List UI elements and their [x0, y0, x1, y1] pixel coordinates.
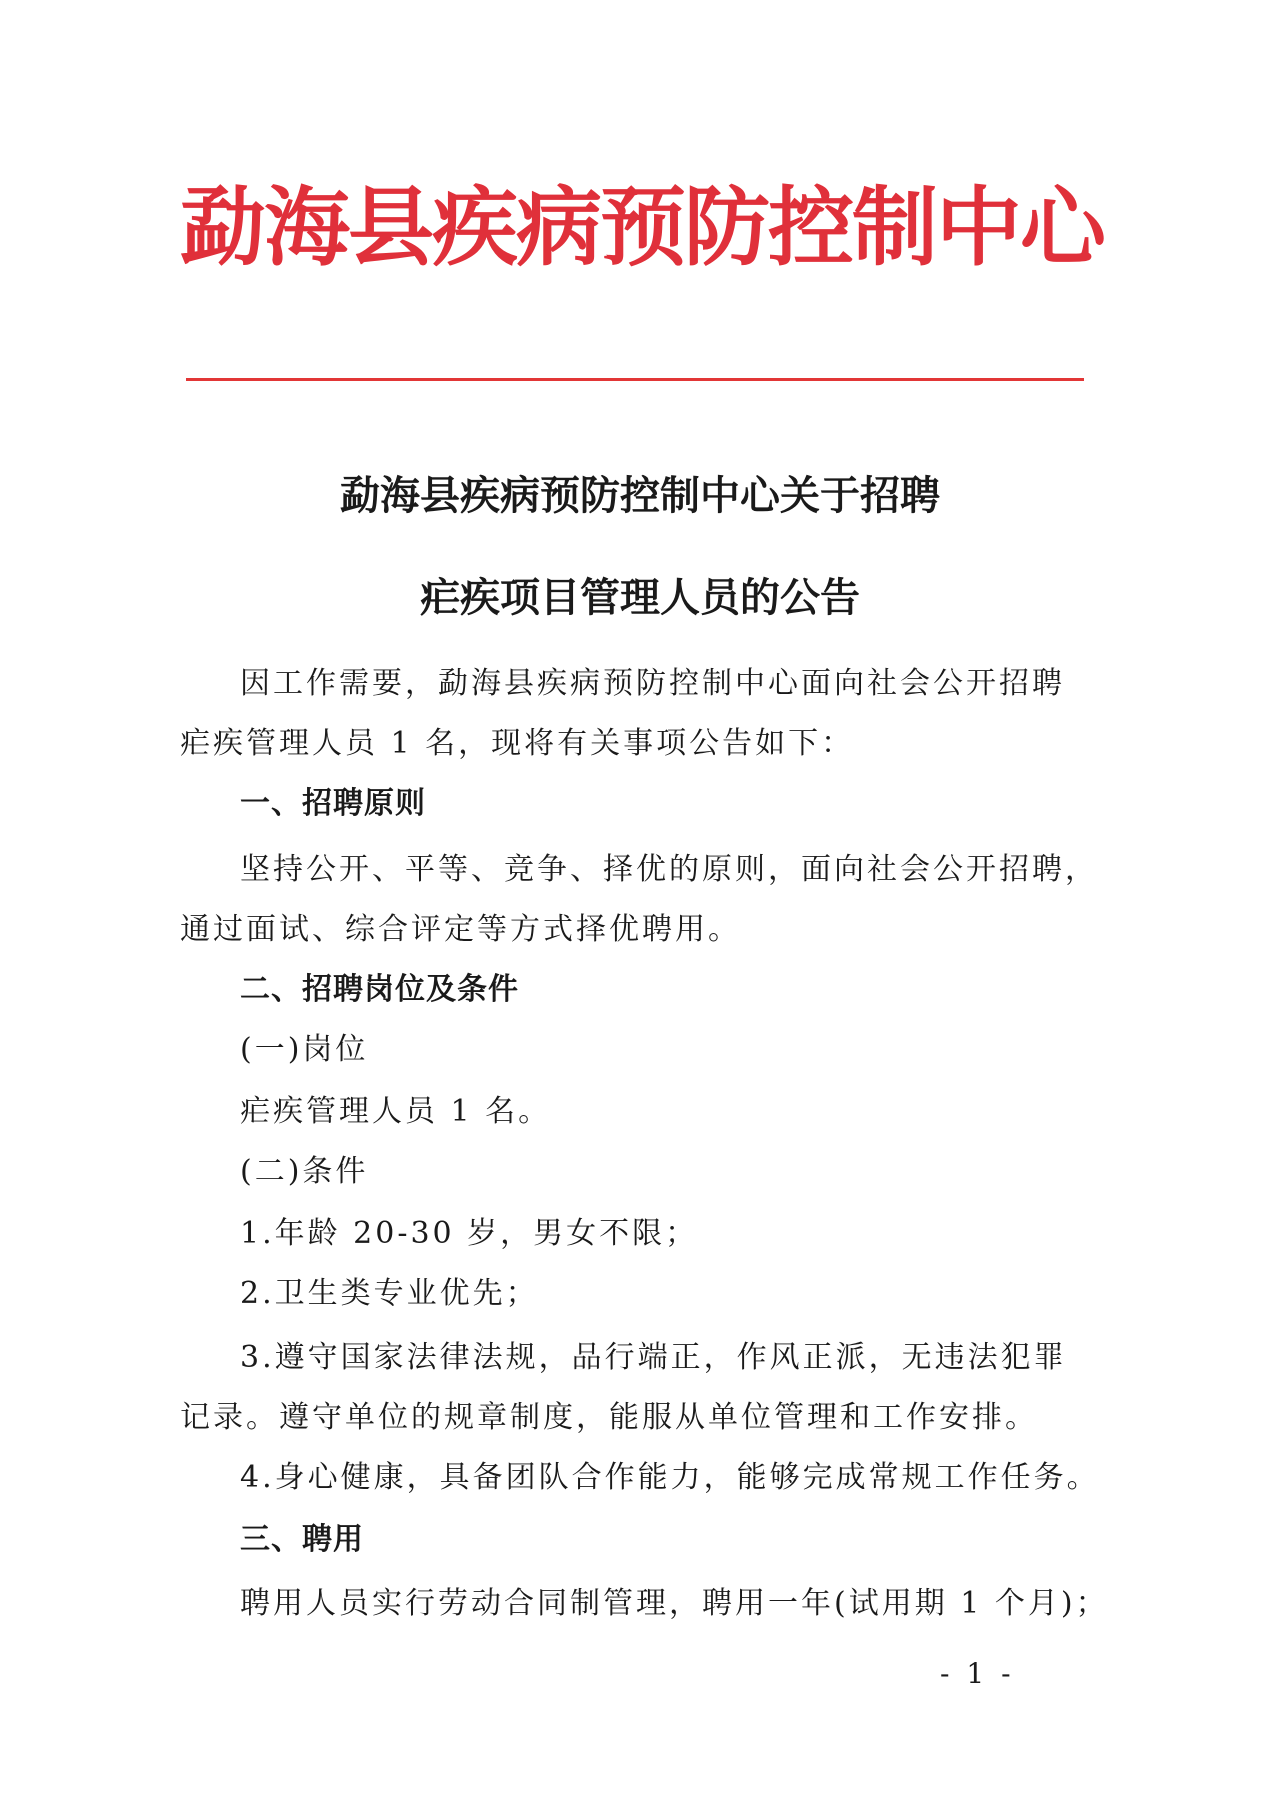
subheading-conditions: (二)条件	[240, 1154, 369, 1189]
letterhead-org-name: 勐海县疾病预防控制中心	[180, 178, 1104, 278]
condition-item-3-line-2: 记录。遵守单位的规章制度，能服从单位管理和工作安排。	[180, 1400, 1038, 1435]
section-heading-employment: 三、聘用	[240, 1522, 364, 1557]
document-title-line-1: 勐海县疾病预防控制中心关于招聘	[340, 473, 940, 519]
principles-paragraph-line-1: 坚持公开、平等、竞争、择优的原则，面向社会公开招聘，	[240, 852, 1098, 887]
position-text: 疟疾管理人员 1 名。	[240, 1094, 552, 1129]
subheading-position: (一)岗位	[240, 1032, 369, 1067]
condition-item-4: 4.身心健康，具备团队合作能力，能够完成常规工作任务。	[240, 1460, 1100, 1495]
condition-item-2: 2.卫生类专业优先；	[240, 1276, 539, 1311]
letterhead-divider	[186, 378, 1084, 381]
principles-paragraph-line-2: 通过面试、综合评定等方式择优聘用。	[180, 912, 741, 947]
section-heading-positions: 二、招聘岗位及条件	[240, 972, 519, 1007]
page-number: - 1 -	[940, 1657, 1015, 1690]
employment-paragraph-line-1: 聘用人员实行劳动合同制管理，聘用一年(试用期 1 个月)；	[240, 1586, 1109, 1621]
section-heading-principles: 一、招聘原则	[240, 786, 426, 821]
intro-paragraph-line-1: 因工作需要，勐海县疾病预防控制中心面向社会公开招聘	[240, 666, 1065, 701]
condition-item-1: 1.年龄 20-30 岁，男女不限；	[240, 1216, 699, 1251]
condition-item-3-line-1: 3.遵守国家法律法规，品行端正，作风正派，无违法犯罪	[240, 1340, 1067, 1375]
intro-paragraph-line-2: 疟疾管理人员 1 名，现将有关事项公告如下：	[180, 726, 855, 761]
document-title-line-2: 疟疾项目管理人员的公告	[420, 575, 860, 621]
